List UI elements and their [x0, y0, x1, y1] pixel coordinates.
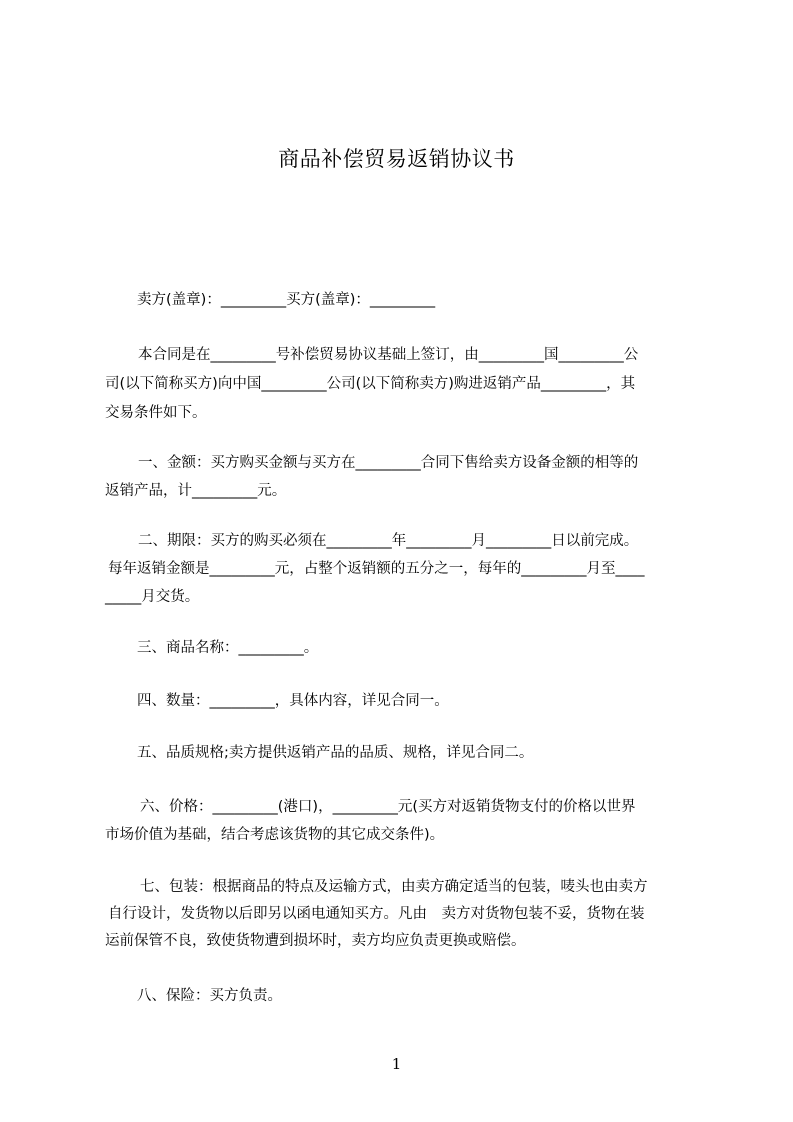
clause-3: 三、商品名称：_________。: [137, 640, 319, 656]
clause-2-line-1: 二、期限：买方的购买必须在_________年_________月_________日以前完成。: [138, 533, 639, 549]
page-title: 商品补偿贸易返销协议书: [278, 147, 515, 171]
clause-7-line-1: 七、包装：根据商品的特点及运输方式，由卖方确定适当的包装，唛头也由卖方: [140, 879, 648, 895]
intro-line-2: 司(以下简称买方)向中国_________公司(以下简称卖方)购进返销产品_________，其: [105, 376, 636, 392]
clause-2-line-3: _____月交货。: [105, 589, 200, 605]
clause-2-line-2: 每年返销金额是_________元，占整个返销额的五分之一，每年的_________月至____: [108, 561, 645, 577]
clause-7-line-2: 自行设计，发货物以后即另以函电通知买方。凡由 卖方对货物包装不妥，货物在装: [108, 906, 645, 922]
clause-1-line-1: 一、金额：买方购买金额与买方在_________合同下售给卖方设备金额的相等的: [138, 455, 639, 471]
clause-1-line-2: 返销产品，计_________元。: [105, 483, 287, 499]
clause-4: 四、数量：_________，具体内容，详见合同一。: [137, 693, 449, 709]
clause-6-line-2: 市场价值为基础，结合考虑该货物的其它成交条件)。: [105, 827, 445, 843]
clause-7-line-3: 运前保管不良，致使货物遭到损坏时，卖方均应负责更换或赔偿。: [105, 933, 526, 949]
clause-6-line-1: 六、价格：_________(港口)，_________元(买方对返销货物支付的价格以世界: [140, 799, 636, 815]
intro-line-1: 本合同是在_________号补偿贸易协议基础上签订，由_________国_________公: [138, 347, 639, 363]
clause-5: 五、品质规格;卖方提供返销产品的品质、规格，详见合同二。: [137, 745, 534, 761]
clause-8: 八、保险：买方负责。: [137, 988, 282, 1004]
intro-line-3: 交易条件如下。: [105, 405, 207, 421]
parties-line: 卖方(盖章)：_________买方(盖章)：_________: [137, 292, 436, 308]
page-number: 1: [391, 1055, 402, 1073]
